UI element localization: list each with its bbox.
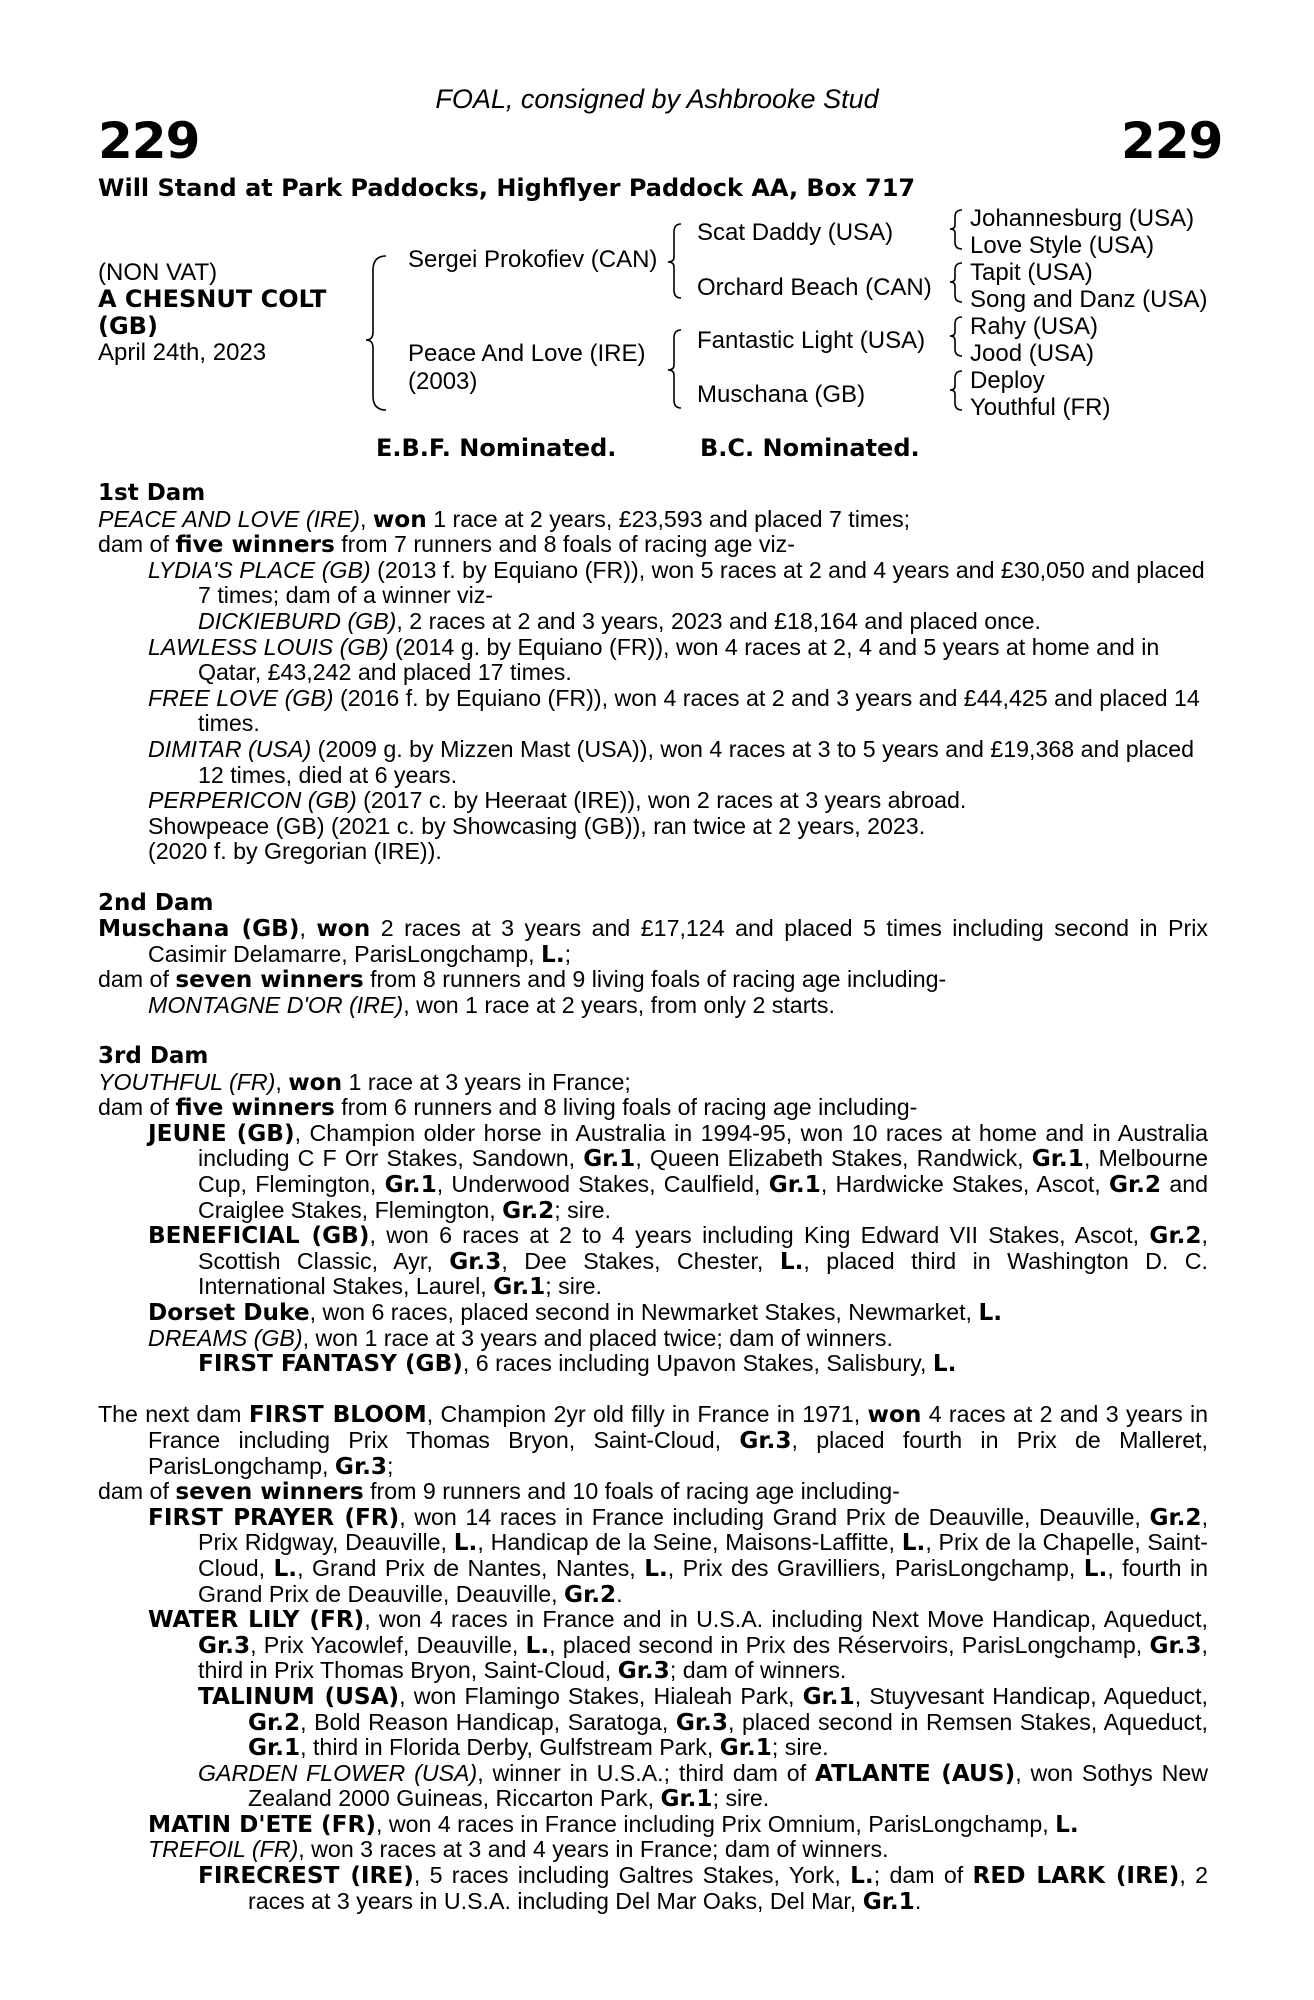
- produce-name: LYDIA'S PLACE (GB): [148, 556, 371, 583]
- race-grade: Gr.1: [384, 1171, 437, 1199]
- pedigree-g1: Johannesburg (USA): [970, 205, 1195, 232]
- produce-name: TREFOIL (FR): [148, 1836, 299, 1863]
- third-dam-record: YOUTHFUL (FR), won 1 race at 3 years in France;: [98, 1068, 631, 1096]
- produce-name: DICKIEBURD (GB): [198, 607, 397, 634]
- race-grade: L.: [644, 1554, 668, 1582]
- text: dam of: [98, 966, 176, 993]
- text: ; dam of winners.: [669, 1657, 847, 1684]
- race-grade: L.: [525, 1631, 550, 1659]
- produce-entry: [98, 1351, 1208, 1377]
- text: , Handicap de la Seine, Maisons-Laffitte,: [477, 1529, 902, 1556]
- produce-entry: [98, 1121, 1208, 1223]
- record-text: 1 race at 3 years in France;: [342, 1068, 631, 1095]
- produce-name: Dorset Duke: [148, 1299, 310, 1326]
- produce-name: GARDEN FLOWER (USA): [198, 1759, 478, 1786]
- winners-count: seven winners: [175, 966, 364, 994]
- produce-text: (2014 g. by Equiano (FR)), won 4 races at 2, 4 and 5 years at home and in Qatar, £43,242 and placed 17 times.: [198, 633, 1160, 686]
- produce-entry: [98, 1863, 1208, 1914]
- text: , Stuyvesant Handicap, Aqueduct,: [854, 1682, 1208, 1709]
- produce-name: DREAMS (GB): [148, 1324, 303, 1351]
- pedigree-dam-year: (2003): [408, 368, 478, 395]
- race-grade: Gr.2: [564, 1580, 617, 1608]
- dam-name: YOUTHFUL (FR): [98, 1068, 276, 1095]
- race-grade: Gr.1: [583, 1145, 636, 1173]
- race-grade: Gr.1: [248, 1734, 301, 1762]
- text: , winner in U.S.A.; third dam of: [477, 1759, 815, 1786]
- text: , Dee Stakes, Chester,: [501, 1247, 780, 1274]
- produce-text: (2016 f. by Equiano (FR)), won 4 races at 2 and 3 years and £44,425 and placed 14 times.: [198, 684, 1200, 737]
- text: , won 4 races in France and in U.S.A. including Next Move Handicap, Aqueduct,: [364, 1606, 1208, 1633]
- produce-entry: [98, 1326, 1208, 1352]
- dam-line-body: [98, 481, 1208, 1914]
- pedigree-g6: Jood (USA): [970, 340, 1095, 367]
- pedigree-g7: Deploy: [970, 367, 1045, 394]
- race-grade: Gr.1: [862, 1887, 915, 1915]
- race-grade: L.: [1083, 1554, 1108, 1582]
- text: , 6 races including Upavon Stakes, Salisbury,: [462, 1350, 933, 1377]
- pedigree-bracket-g1: [950, 210, 962, 249]
- produce-entry: [98, 686, 1208, 737]
- text: ;: [387, 1452, 394, 1479]
- text: and Craiglee Stakes, Flemington,: [198, 1171, 1209, 1223]
- text: , Bold Reason Handicap, Saratoga,: [300, 1708, 676, 1735]
- race-grade: Gr.3: [334, 1452, 388, 1480]
- race-grade: Gr.1: [660, 1785, 713, 1813]
- pedigree-bracket-g4: [950, 371, 962, 410]
- text: , Melbourne Cup, Flemington,: [198, 1145, 1209, 1198]
- second-dam-produce-summary: [98, 967, 1208, 993]
- text: , Champion older horse in Australia in 1994-95, won 10 races at home and in Australia including C F Orr Stakes, Sandown,: [198, 1119, 1209, 1172]
- produce-name: TALINUM (USA): [198, 1682, 400, 1710]
- produce-entry: [98, 558, 1208, 609]
- produce-entry: Showpeace (GB) (2021 c. by Showcasing (GB)), ran twice at 2 years, 2023.: [148, 812, 926, 839]
- text: , won 6 races, placed second in Newmarket Stakes, Newmarket,: [309, 1299, 979, 1325]
- produce-entry: [98, 1837, 1208, 1863]
- race-grade: Gr.3: [1149, 1631, 1202, 1659]
- text: , won Flamingo Stakes, Hialeah Park,: [399, 1682, 803, 1709]
- produce-text: , 2 races at 2 and 3 years, 2023 and £18,164 and placed once.: [396, 607, 1041, 634]
- race-grade: L.: [273, 1554, 298, 1582]
- text: ; sire.: [554, 1196, 611, 1223]
- text: .: [914, 1887, 922, 1914]
- produce-entry: [98, 788, 1208, 814]
- race-grade: Gr.2: [1149, 1503, 1202, 1531]
- winners-count: five winners: [175, 1094, 335, 1122]
- dam-name: Muschana (GB): [98, 915, 300, 943]
- text: , Prix de la Chapelle, Saint-Cloud,: [198, 1529, 1208, 1581]
- produce-name: FREE LOVE (GB): [148, 684, 334, 711]
- produce-name: FIRECREST (IRE): [198, 1862, 414, 1890]
- race-grade: Gr.3: [675, 1708, 728, 1736]
- text: dam of: [98, 1094, 176, 1121]
- pedigree-bracket-main: [366, 256, 386, 410]
- pedigree-bracket-g3: [950, 317, 962, 356]
- text: ; dam of: [873, 1862, 973, 1889]
- race-grade: Gr.3: [739, 1426, 792, 1454]
- first-dam-heading: 1st Dam: [98, 480, 206, 506]
- produce-entry: [98, 1812, 1208, 1838]
- winners-count: seven winners: [175, 1478, 364, 1506]
- pedigree-bracket-sire: [668, 224, 681, 298]
- race-grade: Gr.1: [1031, 1145, 1084, 1173]
- race-grade: L.: [850, 1862, 874, 1890]
- next-dam-produce-summary: [98, 1479, 1208, 1505]
- text: .: [616, 1580, 623, 1607]
- produce-entry: [98, 1684, 1208, 1761]
- horse-origin: (GB): [98, 312, 158, 340]
- text: , Champion 2yr old filly in France in 1971,: [426, 1401, 868, 1428]
- text: , Prix Yacowlef, Deauville,: [250, 1631, 526, 1658]
- text: , won Sothys New Zealand 2000 Guineas, Riccarton Park,: [248, 1759, 1208, 1812]
- race-grade: Gr.1: [719, 1734, 772, 1762]
- race-grade: Gr.1: [493, 1273, 546, 1301]
- text: ; sire.: [771, 1734, 829, 1761]
- text: , won 4 races in France including Prix Omnium, ParisLongchamp,: [375, 1810, 1056, 1837]
- race-grade: L.: [978, 1299, 1003, 1326]
- race-grade: L.: [1055, 1810, 1079, 1838]
- text: , third in Prix Thomas Bryon, Saint-Cloud,: [198, 1631, 1208, 1684]
- text: , Underwood Stakes, Caulfield,: [436, 1171, 769, 1198]
- race-grade: Gr.3: [449, 1247, 502, 1275]
- produce-text: , won 1 race at 2 years, from only 2 starts.: [403, 991, 835, 1018]
- text: , won 6 races at 2 to 4 years including King Edward VII Stakes, Ascot,: [369, 1222, 1150, 1249]
- vat-status: (NON VAT): [98, 259, 218, 286]
- text: from 8 runners and 9 living foals of racing age including-: [363, 966, 947, 993]
- pedigree-g2: Love Style (USA): [970, 232, 1155, 259]
- next-dam-record: [98, 1402, 1208, 1479]
- text: , Queen Elizabeth Stakes, Randwick,: [635, 1145, 1032, 1172]
- pedigree-bracket-g2: [950, 263, 962, 302]
- produce-entry: [98, 1761, 1208, 1812]
- produce-text: (2013 f. by Equiano (FR)), won 5 races at 2 and 4 years and £30,050 and placed 7 times; dam of a winner viz-: [198, 556, 1205, 609]
- stand-location: Will Stand at Park Paddocks, Highflyer Paddock AA, Box 717: [98, 174, 916, 202]
- pedigree-sire-dam: Orchard Beach (CAN): [697, 274, 932, 301]
- race-grade: Gr.3: [198, 1631, 251, 1659]
- produce-name: PERPERICON (GB): [148, 787, 357, 814]
- produce-entry: [98, 1607, 1208, 1684]
- pedigree-bracket-dam: [668, 330, 681, 408]
- text: , 2 races at 3 years in U.S.A. including Del Mar Oaks, Del Mar,: [248, 1862, 1208, 1914]
- race-grade: L.: [779, 1247, 804, 1275]
- text: from 6 runners and 8 living foals of racing age including-: [334, 1094, 918, 1121]
- produce-name: BENEFICIAL (GB): [148, 1222, 370, 1250]
- produce-text: (2017 c. by Heeraat (IRE)), won 2 races at 3 years abroad.: [356, 787, 967, 814]
- pedigree-dam-dam: Muschana (GB): [697, 381, 866, 408]
- produce-name: JEUNE (GB): [148, 1119, 295, 1147]
- text: ; sire.: [545, 1273, 602, 1300]
- race-grade: Gr.2: [1149, 1222, 1202, 1250]
- pedigree-sire: Sergei Prokofiev (CAN): [408, 246, 658, 273]
- record-text: 1 race at 2 years, £23,593 and placed 7 times;: [426, 505, 911, 532]
- text: The next dam: [98, 1401, 249, 1428]
- won-label: won: [288, 1068, 343, 1096]
- race-grade: Gr.3: [617, 1657, 670, 1685]
- text: , third in Florida Derby, Gulfstream Park,: [300, 1734, 720, 1761]
- race-grade: L.: [932, 1350, 957, 1378]
- produce-name: FIRST FANTASY (GB): [198, 1350, 463, 1378]
- race-grade: Gr.2: [1108, 1171, 1162, 1199]
- first-dam-produce-summary: [98, 532, 1208, 558]
- text: ; sire.: [712, 1785, 770, 1812]
- race-grade: Gr.1: [768, 1171, 821, 1199]
- produce-entry: [98, 1223, 1208, 1300]
- produce-name: FIRST PRAYER (FR): [148, 1503, 400, 1531]
- race-grade: L.: [453, 1529, 478, 1557]
- bc-nomination: B.C. Nominated.: [700, 434, 920, 462]
- text: , won 3 races at 3 and 4 years in France; dam of winners.: [298, 1836, 889, 1863]
- third-dam-heading: 3rd Dam: [98, 1043, 209, 1070]
- pedigree-g4: Song and Danz (USA): [970, 286, 1208, 313]
- text: , won 1 race at 3 years and placed twice; dam of winners.: [302, 1324, 893, 1351]
- dam-name: PEACE AND LOVE (IRE): [98, 505, 360, 532]
- lot-number-right: 229: [1121, 112, 1223, 170]
- dam-name: FIRST BLOOM: [248, 1401, 427, 1429]
- pedigree-sire-sire: Scat Daddy (USA): [697, 219, 894, 246]
- text: , placed second in Remsen Stakes, Aqueduct,: [727, 1708, 1208, 1735]
- race-grade: L.: [901, 1529, 926, 1557]
- produce-entry: [98, 609, 1208, 635]
- race-grade: Gr.2: [502, 1196, 555, 1224]
- lot-number-left: 229: [98, 112, 200, 170]
- pedigree-g3: Tapit (USA): [970, 259, 1093, 286]
- winners-count: five winners: [175, 531, 335, 559]
- text: , won 14 races in France including Grand Prix de Deauville, Deauville,: [399, 1503, 1150, 1530]
- text: ;: [564, 940, 572, 967]
- race-grade: Gr.2: [248, 1708, 301, 1736]
- race-grade: Gr.1: [802, 1682, 855, 1710]
- ebf-nomination: E.B.F. Nominated.: [376, 434, 617, 462]
- won-label: won: [372, 505, 427, 533]
- produce-entry: [98, 635, 1208, 686]
- horse-description: A CHESNUT COLT: [98, 285, 327, 313]
- won-label: won: [316, 915, 371, 943]
- text: dam of: [98, 1478, 176, 1505]
- text: from 7 runners and 8 foals of racing age viz-: [334, 531, 795, 558]
- won-label: won: [867, 1401, 922, 1429]
- second-dam-heading: 2nd Dam: [98, 889, 214, 916]
- text: , placed fourth in Prix de Malleret, ParisLongchamp,: [148, 1426, 1208, 1479]
- text: , placed second in Prix des Réservoirs, ParisLongchamp,: [549, 1631, 1150, 1658]
- first-dam-record: PEACE AND LOVE (IRE), won 1 race at 2 years, £23,593 and placed 7 times;: [98, 505, 911, 533]
- race-grade: L.: [541, 940, 565, 968]
- produce-name: MATIN D'ETE (FR): [148, 1810, 376, 1838]
- second-dam-record: Muschana (GB), won 2 races at 3 years and £17,124 and placed 5 times including second in Prix Casimir Delamarre, ParisLongchamp, L.;: [98, 915, 1208, 968]
- text: 4 races at 2 and 3 years in France including Prix Thomas Bryon, Saint-Cloud,: [148, 1401, 1209, 1453]
- pedigree-dam-sire: Fantastic Light (USA): [697, 327, 926, 354]
- text: , Prix Ridgway, Deauville,: [198, 1503, 1209, 1556]
- produce-text: (2009 g. by Mizzen Mast (USA)), won 4 races at 3 to 5 years and £19,368 and placed 12 times, died at 6 years.: [198, 735, 1195, 788]
- produce-entry: [98, 1505, 1208, 1607]
- text: , Hardwicke Stakes, Ascot,: [820, 1171, 1109, 1198]
- third-dam-produce-summary: [98, 1095, 1208, 1121]
- produce-entry: [98, 737, 1208, 788]
- text: , Prix des Gravilliers, ParisLongchamp,: [667, 1554, 1084, 1581]
- foaling-date: April 24th, 2023: [98, 339, 267, 366]
- produce-entry: (2020 f. by Gregorian (IRE)).: [148, 838, 442, 865]
- text: , 5 races including Galtres Stakes, York,: [413, 1862, 851, 1889]
- produce-name: RED LARK (IRE): [972, 1862, 1180, 1890]
- consignment-line: FOAL, consigned by Ashbrooke Stud: [435, 84, 879, 114]
- pedigree-g5: Rahy (USA): [970, 313, 1099, 340]
- text: , Grand Prix de Nantes, Nantes,: [297, 1554, 645, 1581]
- produce-entry: [98, 993, 1208, 1019]
- record-text: 2 races at 3 years and £17,124 and placed 5 times including second in Prix Casimir Delamarre, ParisLongchamp,: [148, 915, 1208, 967]
- text: , Scottish Classic, Ayr,: [198, 1222, 1208, 1274]
- text: , fourth in Grand Prix de Deauville, Deauville,: [198, 1554, 1209, 1607]
- text: dam of: [98, 531, 176, 558]
- produce-entry: [98, 1300, 1208, 1326]
- text: , placed third in Washington D. C. International Stakes, Laurel,: [198, 1247, 1208, 1300]
- produce-name: DIMITAR (USA): [148, 735, 312, 762]
- produce-name: ATLANTE (AUS): [815, 1759, 1016, 1787]
- pedigree-g8: Youthful (FR): [970, 394, 1111, 421]
- produce-name: LAWLESS LOUIS (GB): [148, 633, 389, 660]
- produce-name: WATER LILY (FR): [148, 1606, 365, 1634]
- pedigree-dam: Peace And Love (IRE): [408, 340, 646, 367]
- text: from 9 runners and 10 foals of racing age including-: [363, 1478, 900, 1505]
- produce-name: MONTAGNE D'OR (IRE): [148, 991, 404, 1018]
